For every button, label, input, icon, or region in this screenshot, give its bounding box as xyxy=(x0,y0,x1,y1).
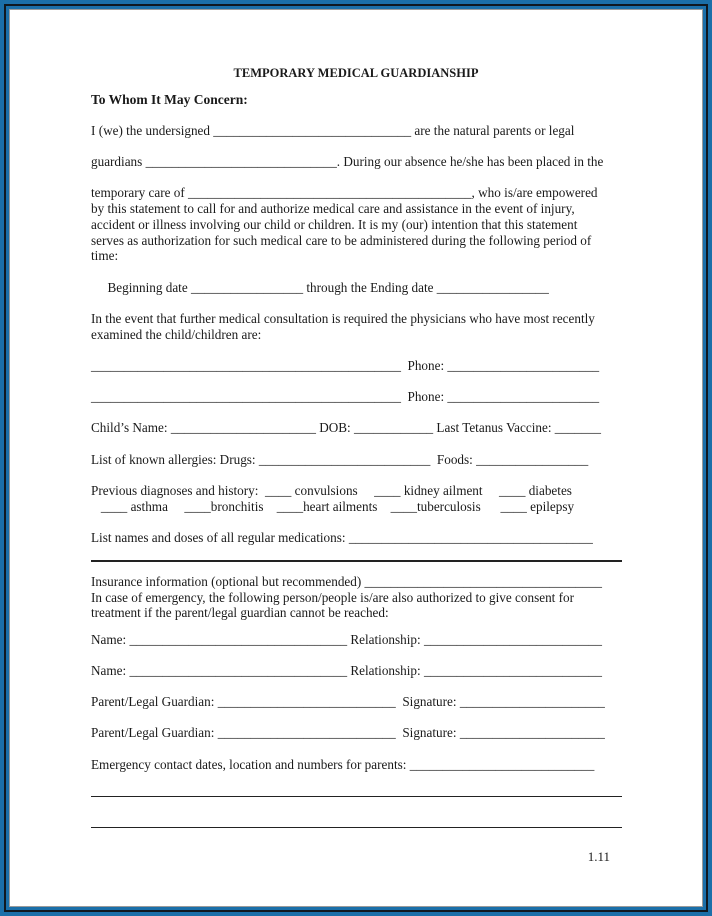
diagnoses-line[interactable]: Previous diagnoses and history: ____ convulsions ____ kidney ailment ____ diabetes xyxy=(91,483,572,498)
physician-phone-line[interactable]: _______________________________________________ Phone: _______________________ xyxy=(91,358,600,373)
insurance-line[interactable]: Insurance information (optional but recommended) ____________________________________ xyxy=(91,574,602,589)
paragraph-text: serves as authorization for such medical care to be administered during the following period of xyxy=(91,233,592,248)
guardian-signature-line[interactable]: Parent/Legal Guardian: ___________________________ Signature: ______________________ xyxy=(91,725,605,740)
paragraph-text: accident or illness involving our child or children. It is my (our) intention that this statement xyxy=(91,217,578,232)
guardian-signature-line[interactable]: Parent/Legal Guardian: ___________________________ Signature: ______________________ xyxy=(91,694,605,709)
medications-line[interactable]: List names and doses of all regular medications: _____________________________________ xyxy=(91,530,593,545)
emergency-name-line[interactable]: Name: _________________________________ Relationship: ___________________________ xyxy=(91,632,602,647)
physician-phone-line[interactable]: _______________________________________________ Phone: _______________________ xyxy=(91,389,600,404)
page-number: 1.11 xyxy=(587,849,610,864)
section-divider xyxy=(91,560,622,562)
emergency-text: In case of emergency, the following person/people is/are also authorized to give consent for xyxy=(91,590,575,605)
document-page xyxy=(10,10,702,906)
physician-intro: In the event that further medical consultation is required the physicians who have most recently xyxy=(91,311,595,326)
emergency-contact-line[interactable]: Emergency contact dates, location and numbers for parents: ____________________________ xyxy=(91,757,595,772)
physician-intro: examined the child/children are: xyxy=(91,327,262,342)
emergency-name-line[interactable]: Name: _________________________________ Relationship: ___________________________ xyxy=(91,663,602,678)
paragraph-text: time: xyxy=(91,248,119,263)
emergency-text: treatment if the parent/legal guardian cannot be reached: xyxy=(91,605,389,620)
blank-line[interactable] xyxy=(91,827,622,828)
guardians-line[interactable]: guardians _____________________________. During our absence he/she has been placed in the xyxy=(91,154,604,169)
paragraph-text: by this statement to call for and authorize medical care and assistance in the event of injury, xyxy=(91,201,575,216)
blank-line[interactable] xyxy=(91,796,622,797)
diagnoses-line[interactable]: ____ asthma ____bronchitis ____heart ailments ____tuberculosis ____ epilepsy xyxy=(91,499,575,514)
date-range-line[interactable]: Beginning date _________________ through the Ending date _________________ xyxy=(91,280,549,295)
temporary-care-line[interactable]: temporary care of ___________________________________________, who is/are empowered xyxy=(91,185,598,200)
salutation: To Whom It May Concern: xyxy=(91,92,248,107)
allergies-line[interactable]: List of known allergies: Drugs: __________________________ Foods: _________________ xyxy=(91,452,589,467)
document-title: TEMPORARY MEDICAL GUARDIANSHIP xyxy=(233,66,479,80)
child-info-line[interactable]: Child’s Name: ______________________ DOB: ____________ Last Tetanus Vaccine: _______ xyxy=(91,420,601,435)
undersigned-line[interactable]: I (we) the undersigned ______________________________ are the natural parents or legal xyxy=(91,123,575,138)
